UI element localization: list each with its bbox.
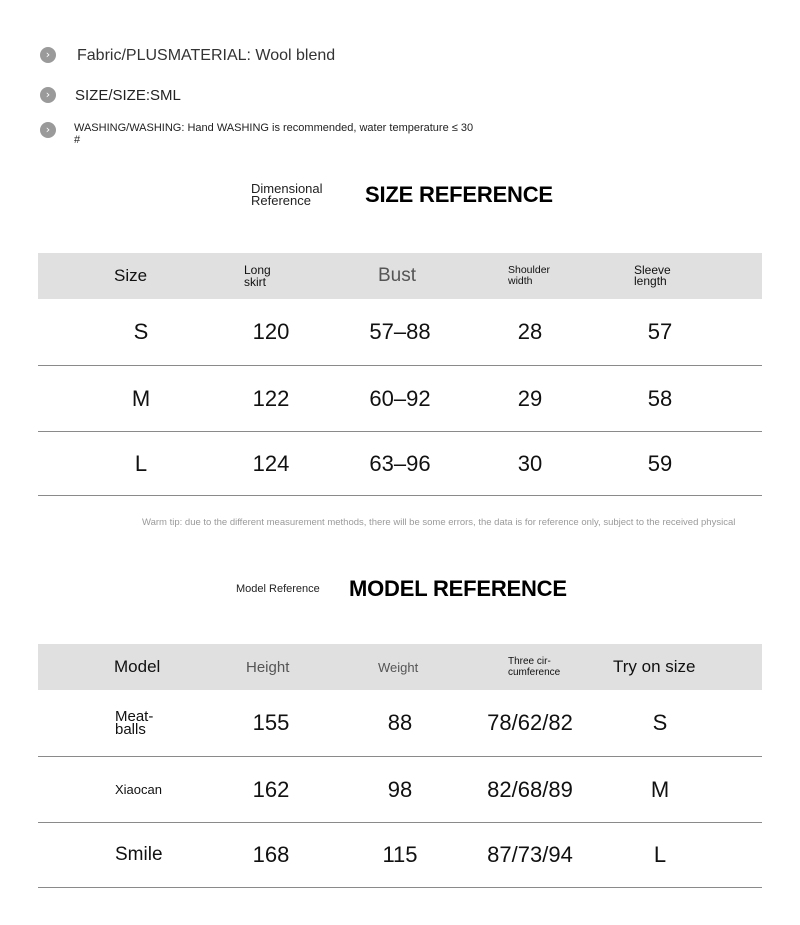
- table-row: [38, 366, 762, 432]
- header-model: Model: [114, 657, 161, 676]
- table-row: [38, 757, 762, 823]
- cell-shoulder-width: 28: [517, 319, 543, 344]
- model-table-header: [38, 644, 762, 690]
- spec-size: [40, 87, 181, 104]
- spec-fabric: [40, 47, 335, 65]
- header-shoulder-width: Shoulder width: [508, 264, 551, 287]
- header-three-circumference: Three cir-cumference: [508, 656, 561, 678]
- cell-size: M: [131, 385, 151, 411]
- cell-size: S: [133, 319, 149, 344]
- cell-shoulder-width: 30: [517, 450, 543, 476]
- size-reference-heading: [251, 182, 553, 208]
- spec-size-text: SIZE/SIZE:SML: [75, 87, 181, 104]
- cell-shoulder-width: 29: [517, 385, 543, 411]
- cell-sleeve-length: 58: [647, 385, 673, 411]
- cell-long-skirt: 124: [252, 450, 290, 476]
- size-reference-subtitle: Dimensional Reference: [251, 181, 323, 208]
- warm-tip: Warm tip: due to the different measurement methods, there will be some errors, the data is for reference only, subject to the received physical: [142, 517, 736, 528]
- cell-three-circumference: 82/68/89: [487, 776, 573, 802]
- cell-three-circumference: 78/62/82: [487, 710, 573, 735]
- size-table: [38, 253, 762, 496]
- cell-long-skirt: 120: [252, 319, 290, 344]
- header-bust: Bust: [378, 265, 417, 286]
- cell-try-on-size: S: [652, 710, 668, 735]
- chevron-right-icon: ›: [40, 47, 56, 63]
- model-reference-title: MODEL REFERENCE: [349, 576, 567, 601]
- cell-height: 162: [252, 776, 290, 802]
- model-reference-heading: [236, 576, 567, 602]
- header-size: Size: [114, 266, 148, 285]
- table-row: [38, 432, 762, 496]
- spec-washing-text: WASHING/WASHING: Hand WASHING is recommended, water temperature ≤ 30 #: [74, 122, 474, 146]
- cell-height: 155: [252, 710, 290, 735]
- cell-model: Meat-balls: [115, 708, 154, 738]
- cell-model: Xiaocan: [115, 782, 162, 797]
- cell-long-skirt: 122: [252, 385, 290, 411]
- cell-height: 168: [252, 842, 290, 867]
- cell-bust: 63–96: [369, 450, 431, 476]
- spec-washing: [40, 122, 474, 146]
- model-reference-subtitle: Model Reference: [236, 583, 320, 595]
- spec-fabric-text: Fabric/PLUSMATERIAL: Wool blend: [77, 47, 336, 64]
- size-reference-title: SIZE REFERENCE: [365, 182, 553, 207]
- cell-weight: 88: [387, 710, 413, 735]
- chevron-right-icon: ›: [40, 122, 56, 138]
- cell-try-on-size: M: [650, 776, 670, 802]
- table-row: [38, 690, 762, 757]
- chevron-right-icon: ›: [40, 87, 56, 103]
- header-weight: Weight: [378, 659, 419, 675]
- header-sleeve-length: Sleeve length: [634, 263, 671, 288]
- cell-bust: 57–88: [369, 319, 431, 344]
- cell-sleeve-length: 59: [647, 450, 673, 476]
- cell-bust: 60–92: [369, 385, 431, 411]
- size-table-header: [38, 253, 762, 299]
- table-row: [38, 823, 762, 888]
- table-row: [38, 299, 762, 366]
- cell-try-on-size: L: [653, 842, 667, 867]
- cell-size: L: [134, 450, 148, 476]
- header-long-skirt: Long skirt: [244, 263, 271, 289]
- header-try-on-size: Try on size: [613, 657, 696, 676]
- cell-sleeve-length: 57: [647, 319, 673, 344]
- cell-weight: 115: [382, 842, 418, 867]
- model-table: [38, 644, 762, 888]
- cell-model: Smile: [115, 844, 163, 865]
- cell-three-circumference: 87/73/94: [487, 842, 573, 867]
- cell-weight: 98: [387, 776, 413, 802]
- header-height: Height: [246, 658, 290, 676]
